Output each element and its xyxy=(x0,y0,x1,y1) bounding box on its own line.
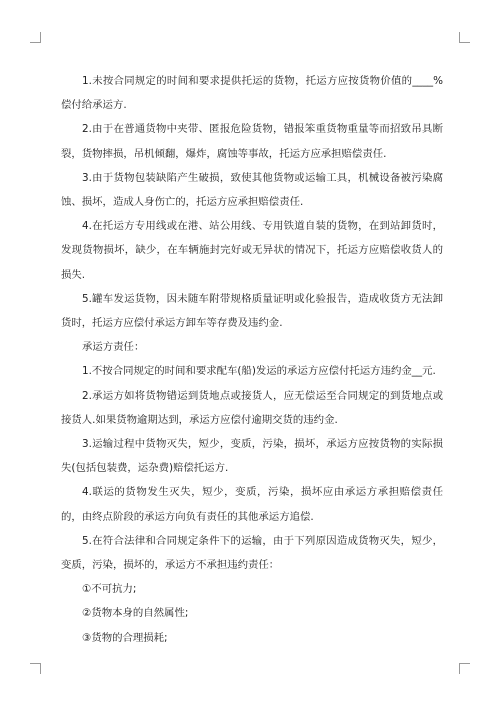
document-body xyxy=(61,69,443,650)
paragraph-carrier-3: 3.运输过程中货物灭失，短少，变质，污染，损坏，承运方应按货物的实际损失(包括包装费，运杂费)赔偿托运方. xyxy=(61,438,443,475)
paragraph-shipper-2: 2.由于在普通货物中夹带、匿报危险货物，错报笨重货物重量等而招致吊具断裂，货物摔损，吊机倾翻，爆炸，腐蚀等事故，托运方应承担赔偿责任. xyxy=(61,123,443,160)
crop-mark-top-left xyxy=(30,32,41,43)
paragraph-shipper-1: 1.未按合同规定的时间和要求提供托运的货物，托运方应按货物价值的____%偿付给承运方. xyxy=(61,75,443,112)
list-item-natural-property: ②货物本身的自然属性; xyxy=(82,607,189,620)
paragraph-carrier-1: 1.不按合同规定的时间和要求配车(船)发运的承运方应偿付托运方违约金__元. xyxy=(82,365,436,378)
paragraph-shipper-3: 3.由于货物包装缺陷产生破损，致使其他货物或运输工具，机械设备被污染腐蚀、损坏，造成人身伤亡的，托运方应承担赔偿责任. xyxy=(61,171,443,209)
paragraph-carrier-2: 2.承运方如将货物错运到货地点或接货人，应无偿运至合同规定的到货地点或接货人.如果货物逾期达到，承运方应偿付逾期交货的违约金. xyxy=(61,389,443,426)
list-item-reasonable-loss: ③货物的合理损耗; xyxy=(82,631,168,644)
paragraph-carrier-5: 5.在符合法律和合同规定条件下的运输，由于下列原因造成货物灭失，短少，变质，污染，损坏的，承运方不承担违约责任： xyxy=(61,534,443,572)
crop-mark-bottom-right xyxy=(459,663,470,674)
paragraph-shipper-5: 5.罐车发运货物，因未随车附带规格质量证明或化验报告，造成收货方无法卸货时，托运方应偿付承运方卸车等存费及违约金. xyxy=(61,292,443,330)
paragraph-carrier-4: 4.联运的货物发生灭失，短少，变质，污染，损坏应由承运方承担赔偿责任的，由终点阶段的承运方向负有责任的其他承运方追偿. xyxy=(61,486,443,523)
paragraph-shipper-4: 4.在托运方专用线或在港、站公用线、专用铁道自装的货物，在到站卸货时，发现货物损坏，缺少，在车辆施封完好或无异状的情况下，托运方应赔偿收货人的损失. xyxy=(61,220,443,281)
section-heading-carrier: 承运方责任： xyxy=(82,341,145,354)
crop-mark-top-right xyxy=(459,32,470,43)
list-item-force-majeure: ①不可抗力; xyxy=(82,583,137,596)
crop-mark-bottom-left xyxy=(30,663,41,674)
